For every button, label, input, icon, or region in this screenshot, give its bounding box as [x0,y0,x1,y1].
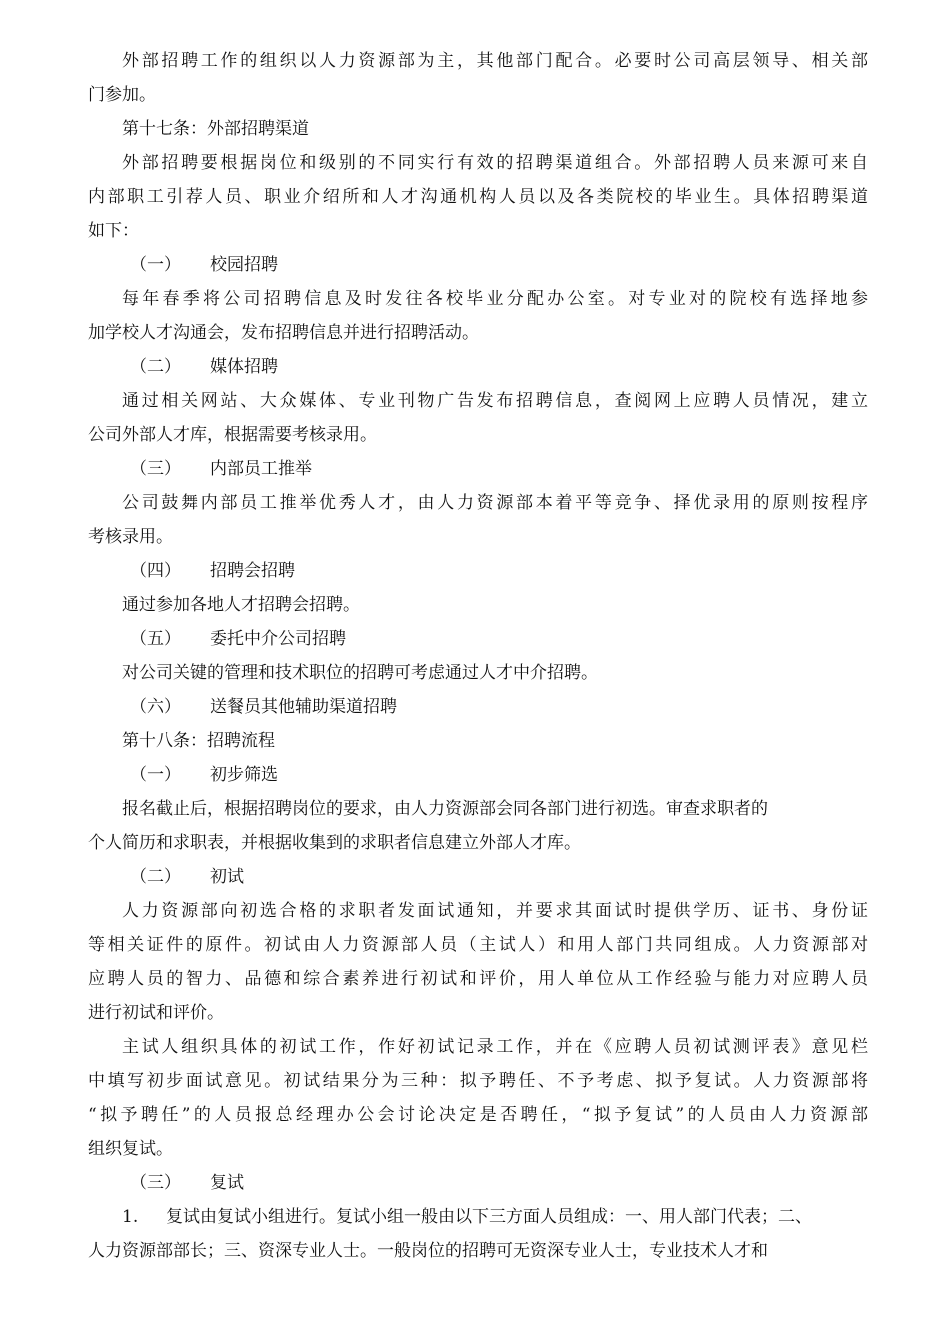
step-heading [88,758,868,792]
channel-title: 媒体招聘 [210,357,278,377]
step-number: （三） [130,1173,181,1193]
paragraph-line: 等相关证件的原件。初试由人力资源部人员（主试人）和用人部门共同组成。人力资源部对 [88,935,868,955]
step-heading [88,1166,868,1200]
step-title: 初试 [210,867,244,887]
paragraph-line: 中填写初步面试意见。初试结果分为三种：拟予聘任、不予考虑、拟予复试。人力资源部将 [88,1071,868,1091]
paragraph-line: 进行初试和评价。 [88,1003,224,1023]
channel-number: （五） [130,629,181,649]
channel-heading [88,248,868,282]
paragraph-line: 每年春季将公司招聘信息及时发往各校毕业分配办公室。对专业对的院校有选择地参 [122,289,868,309]
channel-heading [88,622,868,656]
paragraph-line: 主试人组织具体的初试工作，作好初试记录工作，并在《应聘人员初试测评表》意见栏 [122,1037,868,1057]
paragraph-line: 考核录用。 [88,527,173,547]
paragraph-line: 门参加。 [88,85,156,105]
channel-title: 内部员工推举 [210,459,312,479]
paragraph-line: 个人简历和求职表，并根据收集到的求职者信息建立外部人才库。 [88,833,581,853]
paragraph-line: 报名截止后，根据招聘岗位的要求，由人力资源部会同各部门进行初选。审查求职者的 [122,799,768,819]
channel-number: （三） [130,459,181,479]
paragraph-line: “拟予聘任”的人员报总经理办公会讨论决定是否聘任，“拟予复试”的人员由人力资源部 [88,1105,868,1125]
step-number: （二） [130,867,181,887]
channel-heading [88,452,868,486]
channel-number: （六） [130,697,181,717]
channel-title: 招聘会招聘 [210,561,295,581]
channel-heading [88,554,868,588]
item-text: 复试由复试小组进行。复试小组一般由以下三方面人员组成：一、用人部门代表；二、 [166,1207,812,1227]
paragraph-line: 通过参加各地人才招聘会招聘。 [122,595,360,615]
channel-title: 校园招聘 [210,255,278,275]
step-title: 初步筛选 [210,765,278,785]
channel-heading [88,690,868,724]
channel-number: （四） [130,561,181,581]
paragraph-line: 对公司关键的管理和技术职位的招聘可考虑通过人才中介招聘。 [122,663,598,683]
channel-heading [88,350,868,384]
paragraph-line: 人力资源部部长；三、资深专业人士。一般岗位的招聘可无资深专业人士，专业技术人才和 [88,1241,768,1261]
paragraph-line: 如下： [88,221,139,241]
paragraph-line: 公司外部人才库，根据需要考核录用。 [88,425,377,445]
paragraph-line: 组织复试。 [88,1139,173,1159]
numbered-item-line [88,1200,868,1234]
article-heading: 第十八条：招聘流程 [122,731,275,751]
article-heading: 第十七条：外部招聘渠道 [122,119,309,139]
item-number: 1. [122,1207,139,1227]
paragraph-line: 外部招聘要根据岗位和级别的不同实行有效的招聘渠道组合。外部招聘人员来源可来自 [122,153,868,173]
channel-number: （二） [130,357,181,377]
channel-title: 委托中介公司招聘 [210,629,346,649]
paragraph-line: 应聘人员的智力、品德和综合素养进行初试和评价，用人单位从工作经验与能力对应聘人员 [88,969,868,989]
channel-number: （一） [130,255,181,275]
paragraph-line: 通过相关网站、大众媒体、专业刊物广告发布招聘信息，查阅网上应聘人员情况，建立 [122,391,868,411]
document-page [88,44,868,1268]
paragraph-line: 公司鼓舞内部员工推举优秀人才，由人力资源部本着平等竞争、择优录用的原则按程序 [122,493,868,513]
step-title: 复试 [210,1173,244,1193]
paragraph-line: 外部招聘工作的组织以人力资源部为主，其他部门配合。必要时公司高层领导、相关部 [122,51,868,71]
paragraph-line: 加学校人才沟通会，发布招聘信息并进行招聘活动。 [88,323,479,343]
paragraph-line: 人力资源部向初选合格的求职者发面试通知，并要求其面试时提供学历、证书、身份证 [122,901,868,921]
step-heading [88,860,868,894]
step-number: （一） [130,765,181,785]
paragraph-line: 内部职工引荐人员、职业介绍所和人才沟通机构人员以及各类院校的毕业生。具体招聘渠道 [88,187,868,207]
channel-title: 送餐员其他辅助渠道招聘 [210,697,397,717]
